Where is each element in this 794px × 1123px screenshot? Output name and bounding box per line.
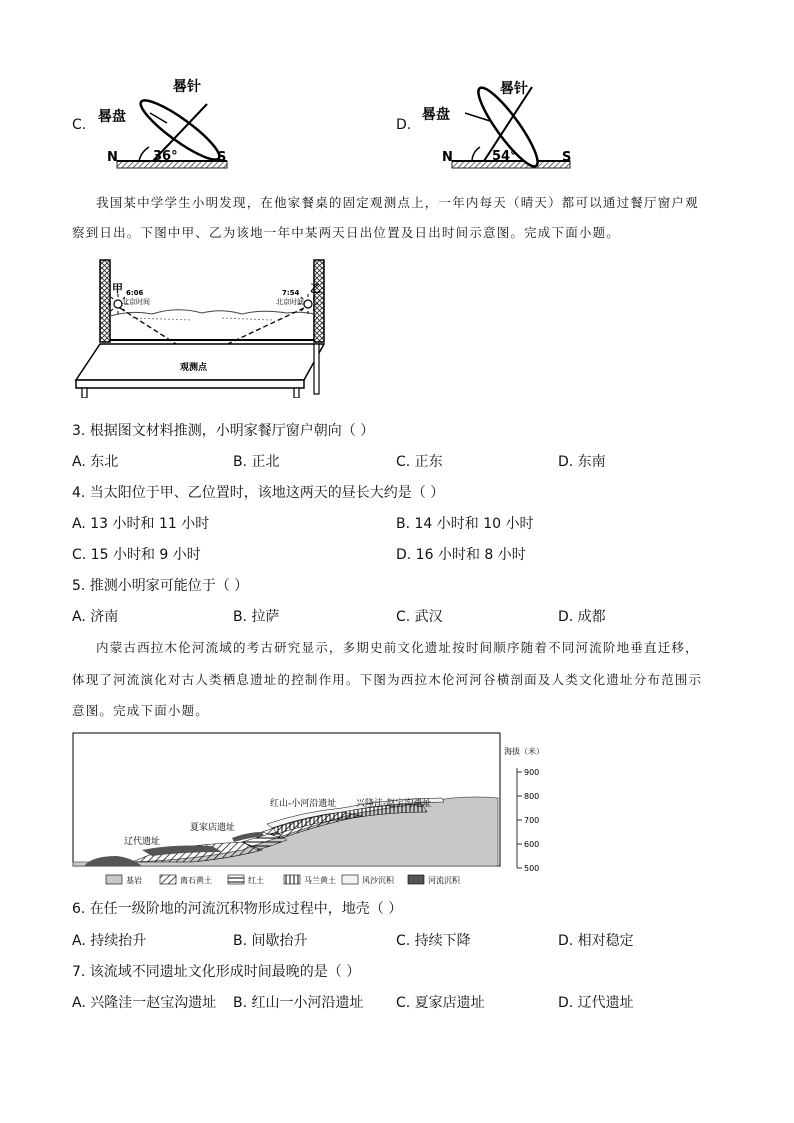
q6-option-c[interactable]: C. 持续下降 (396, 933, 471, 949)
c-south-label: S (217, 150, 227, 165)
option-d-sundial-diagram (420, 75, 580, 175)
q6-option-d[interactable]: D. 相对稳定 (558, 933, 634, 949)
q5-option-d[interactable]: D. 成都 (558, 609, 606, 625)
q7-stem: 7. 该流域不同遗址文化形成时间最晚的是（ ） (72, 964, 361, 980)
q7-option-c[interactable]: C. 夏家店遗址 (396, 995, 485, 1011)
tick-600: 600 (524, 840, 540, 849)
dining-table (76, 344, 324, 380)
q4-option-d[interactable]: D. 16 小时和 8 小时 (396, 547, 526, 563)
passage2-line2: 体现了河流演化对古人类栖息遗址的控制作用。下图为西拉木伦河河谷横剖面及人类文化遗址分布范围示 (72, 672, 703, 687)
tick-700: 700 (524, 816, 540, 825)
q4-option-b[interactable]: B. 14 小时和 10 小时 (396, 516, 534, 532)
q6-option-a[interactable]: A. 持续抬升 (72, 933, 147, 949)
q4-option-a[interactable]: A. 13 小时和 11 小时 (72, 516, 210, 532)
site-xinglong-label: 兴隆洼-赵宝沟遗址 (356, 799, 432, 809)
tick-500: 500 (524, 864, 540, 873)
site-hongshan-label: 红山-小河沿遗址 (270, 799, 337, 809)
svg-text:风沙沉积: 风沙沉积 (362, 876, 394, 885)
c-pointer-label: 晷针 (173, 79, 201, 95)
d-angle-label: 54° (492, 149, 517, 164)
q6-option-b[interactable]: B. 间歇抬升 (233, 933, 308, 949)
tick-800: 800 (524, 792, 540, 801)
q5-option-c[interactable]: C. 武汉 (396, 609, 443, 625)
q5-option-a[interactable]: A. 济南 (72, 609, 119, 625)
svg-text:河流沉积: 河流沉积 (428, 876, 460, 885)
dial-plate (135, 93, 226, 167)
c-dial-label: 晷盘 (98, 109, 126, 125)
d-south-label: S (562, 150, 572, 165)
svg-text:基岩: 基岩 (126, 876, 142, 885)
site-xiajia-label: 夏家店遗址 (190, 823, 236, 833)
q7-option-d[interactable]: D. 辽代遗址 (558, 995, 634, 1011)
d-dial-label: 晷盘 (422, 107, 450, 123)
option-c-letter: C. (72, 117, 87, 133)
label-yi: 乙 (310, 282, 321, 295)
sunrise-window-figure (72, 258, 334, 398)
d-north-label: N (442, 150, 453, 165)
q5-stem: 5. 推测小明家可能位于（ ） (72, 578, 249, 594)
q7-option-a[interactable]: A. 兴隆洼一赵宝沟遗址 (72, 995, 217, 1011)
q3-option-c[interactable]: C. 正东 (396, 454, 443, 470)
beijing-time-yi: 北京时间 (276, 298, 304, 306)
svg-text:红土: 红土 (248, 876, 264, 885)
q7-option-b[interactable]: B. 红山一小河沿遗址 (233, 995, 364, 1011)
observe-point-label: 观测点 (180, 363, 208, 373)
q3-option-a[interactable]: A. 东北 (72, 454, 119, 470)
d-pointer-label: 晷针 (500, 81, 528, 97)
q4-stem: 4. 当太阳位于甲、乙位置时，该地这两天的昼长大约是（ ） (72, 485, 445, 501)
passage2-line1: 内蒙古西拉木伦河流域的考古研究显示，多期史前文化遗址按时间顺序随着不同河流阶地垂直迁移， (96, 640, 699, 655)
legend (106, 875, 461, 885)
c-north-label: N (107, 150, 118, 165)
option-c-sundial-diagram (95, 75, 245, 175)
q3-option-b[interactable]: B. 正北 (233, 454, 280, 470)
svg-text:马兰黄土: 马兰黄土 (304, 876, 336, 885)
c-angle-label: 36° (153, 149, 178, 164)
site-liao-label: 辽代遗址 (124, 837, 161, 847)
q6-stem: 6. 在任一级阶地的河流沉积物形成过程中，地壳（ ） (72, 901, 403, 917)
option-d-letter: D. (396, 117, 412, 133)
tick-900: 900 (524, 768, 540, 777)
q3-stem: 3. 根据图文材料推测，小明家餐厅窗户朝向（ ） (72, 423, 375, 439)
passage1-line1: 我国某中学学生小明发现，在他家餐桌的固定观测点上，一年内每天（晴天）都可以通过餐厅窗户观 (96, 195, 699, 210)
q5-option-b[interactable]: B. 拉萨 (233, 609, 280, 625)
q4-option-c[interactable]: C. 15 小时和 9 小时 (72, 547, 201, 563)
passage1-line2: 察到日出。下图中甲、乙为该地一年中某两天日出位置及日出时间示意图。完成下面小题。 (72, 225, 621, 240)
q3-option-d[interactable]: D. 东南 (558, 454, 606, 470)
passage2-line3: 意图。完成下面小题。 (72, 703, 210, 718)
time-yi: 7:54 (282, 289, 300, 297)
altitude-axis-title: 海拔（米） (504, 747, 544, 756)
label-jia: 甲 (112, 282, 123, 295)
time-jia: 6:06 (126, 289, 144, 297)
beijing-time-jia: 北京时间 (122, 298, 150, 306)
river-valley-section-figure (72, 732, 552, 892)
svg-text:离石黄土: 离石黄土 (180, 876, 212, 885)
